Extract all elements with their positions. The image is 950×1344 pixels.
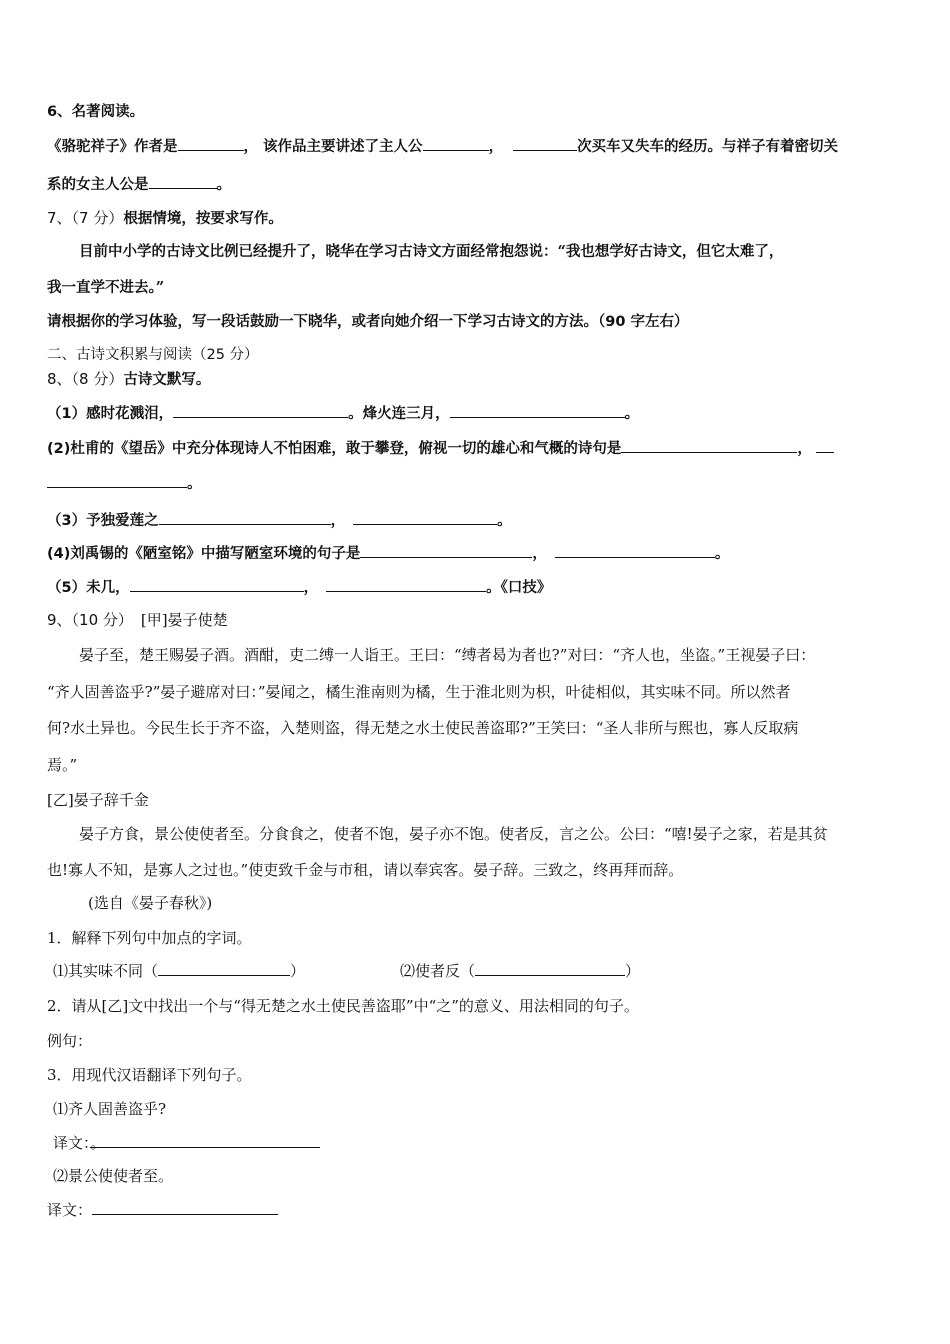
q8-item-5-text-b: ， xyxy=(303,580,319,596)
q6-line1 xyxy=(47,136,838,157)
q6-blank-count[interactable] xyxy=(513,136,577,151)
q8-item-1-text-c: 。 xyxy=(624,406,640,422)
q8-item-1-text-b: 。烽火连三月， xyxy=(348,406,450,422)
section-2-title: 二、古诗文积累与阅读（25 分） xyxy=(47,347,259,363)
q9-translation-2 xyxy=(47,1200,278,1220)
q9-sub3-b: ⑵景公使使者至。 xyxy=(53,1167,174,1185)
q8-item-2-text-a: (2)杜甫的《望岳》中充分体现诗人不怕困难，敢于攀登，俯视一切的雄心和气概的诗句是 xyxy=(47,441,622,457)
q9-sub1-a-blank[interactable] xyxy=(158,961,290,976)
q8-item-4 xyxy=(47,543,729,564)
q9-heading xyxy=(47,610,228,630)
q8-item-3-blank-1[interactable] xyxy=(159,510,331,525)
q8-number: 8、（8 分） xyxy=(47,370,124,388)
q9-sub1-b xyxy=(400,961,640,981)
q8-item-1-blank-1[interactable] xyxy=(173,403,348,418)
q7-paragraph-3: 请根据你的学习体验，写一段话鼓励一下晓华，或者向她介绍一下学习古诗文的方法。（90 字左右） xyxy=(47,314,689,330)
q6-text-b: ， 该作品主要讲述了主人公 xyxy=(243,139,423,155)
q8-item-5 xyxy=(47,577,551,598)
q9-source: (选自《晏子春秋》) xyxy=(88,894,213,912)
q8-item-1-blank-2[interactable] xyxy=(450,403,625,418)
q7-paragraph-1: 目前中小学的古诗文比例已经提升了，晓华在学习古诗文方面经常抱怨说：“我也想学好古诗文，但它太难了， xyxy=(79,243,784,260)
q9-translation-1-label: 译文：。 xyxy=(53,1134,106,1152)
q9-sub1-a-text: ⑴其实味不同（ xyxy=(53,962,159,980)
q9-sub1-a xyxy=(53,961,305,981)
q8-item-2-text-b: ， xyxy=(797,441,812,457)
q9-translation-2-label: 译文： xyxy=(47,1201,93,1219)
q6-text-d: 次买车又失车的经历。与祥子有着密切关 xyxy=(577,139,839,155)
q9-translation-2-blank[interactable] xyxy=(92,1200,278,1215)
q9-sub1-a-close: ） xyxy=(290,962,306,980)
q8-item-3-blank-2[interactable] xyxy=(353,510,497,525)
q9-yi-paragraph-2: 也!寡人不知，是寡人之过也。”使吏致千金与市租，请以奉宾客。晏子辞。三致之，终再拜而辞。 xyxy=(47,861,684,879)
q8-item-2-text-c: 。 xyxy=(187,476,202,492)
q9-sub1-b-blank[interactable] xyxy=(475,961,625,976)
q8-item-4-blank-1[interactable] xyxy=(360,543,532,558)
q8-item-5-text-c: 。《口技》 xyxy=(486,580,552,596)
q9-jia-title: [甲]晏子使楚 xyxy=(140,611,228,629)
q9-jia-paragraph-2: “齐人固善盗乎?”晏子避席对曰：”晏闻之，橘生淮南则为橘，生于淮北则为枳，叶徒相似，其实味不同。所以然者 xyxy=(47,683,791,701)
q8-item-3-text-a: （3）予独爱莲之 xyxy=(47,513,159,529)
q6-text-f: 。 xyxy=(216,177,231,193)
q8-item-3 xyxy=(47,510,512,531)
q8-heading xyxy=(47,369,210,390)
q8-item-3-text-b: ， xyxy=(330,513,346,529)
q9-jia-paragraph-4: 焉。” xyxy=(47,756,78,774)
q6-text-a: 《骆驼祥子》作者是 xyxy=(47,139,178,155)
q9-sub2: 2．请从[乙]文中找出一个与“得无楚之水土使民善盗耶”中“之”的意义、用法相同的句子。 xyxy=(47,997,639,1015)
q6-title: 6、名著阅读。 xyxy=(47,104,145,120)
q9-example-label: 例句： xyxy=(47,1032,93,1050)
q6-blank-protagonist[interactable] xyxy=(423,136,489,151)
q8-item-1 xyxy=(47,403,639,424)
q8-item-5-blank-2[interactable] xyxy=(326,577,486,592)
q9-translation-1 xyxy=(53,1133,320,1153)
q8-item-2-cont xyxy=(47,473,202,494)
q6-blank-author[interactable] xyxy=(178,136,244,151)
q9-jia-paragraph-1: 晏子至，楚王赐晏子酒。酒酣，吏二缚一人诣王。王曰：“缚者曷为者也?”对曰：“齐人也，坐盗。”王视晏子曰： xyxy=(79,646,816,664)
q8-item-2-blank-2a[interactable] xyxy=(816,438,834,453)
q7-number: 7、（7 分） xyxy=(47,209,124,227)
q6-line2 xyxy=(47,174,231,195)
q6-text-e: 系的女主人公是 xyxy=(47,177,149,193)
q8-item-3-text-c: 。 xyxy=(497,513,512,529)
q8-item-2-blank-2b[interactable] xyxy=(47,473,187,488)
q9-jia-paragraph-3: 何?水土异也。今民生长于齐不盗，入楚则盗，得无楚之水土使民善盗耶?”王笑曰：“圣人非所与熙也，寡人反取病 xyxy=(47,719,799,737)
q9-sub1-b-close: ） xyxy=(625,962,641,980)
q9-sub3-a: ⑴齐人固善盗乎? xyxy=(53,1100,167,1118)
q6-blank-heroine[interactable] xyxy=(149,174,217,189)
q9-sub3: 3．用现代汉语翻译下列句子。 xyxy=(47,1066,252,1084)
q8-item-4-blank-2[interactable] xyxy=(555,543,715,558)
q9-sub1-b-text: ⑵使者反（ xyxy=(400,962,476,980)
q8-title: 古诗文默写。 xyxy=(123,372,211,388)
q8-item-1-text-a: （1）感时花溅泪， xyxy=(47,406,174,422)
q8-item-2-blank-1[interactable] xyxy=(621,438,797,453)
q7-heading xyxy=(47,208,283,229)
q6-text-c: ， xyxy=(488,139,504,155)
q8-item-5-blank-1[interactable] xyxy=(130,577,304,592)
q8-item-5-text-a: （5）未几， xyxy=(47,580,130,596)
q9-yi-paragraph-1: 晏子方食，景公使使者至。分食食之，使者不饱，晏子亦不饱。使者反，言之公。公曰：“嘻!晏子之家，若是其贫 xyxy=(79,825,828,843)
q9-translation-1-blank[interactable] xyxy=(90,1133,320,1148)
q9-sub1: 1．解释下列句中加点的字词。 xyxy=(47,929,252,947)
q8-item-4-text-a: (4)刘禹锡的《陋室铭》中描写陋室环境的句子是 xyxy=(47,546,361,562)
q8-item-4-text-b: ， xyxy=(532,546,547,562)
q9-number: 9、（10 分） xyxy=(47,611,133,629)
q7-title: 根据情境，按要求写作。 xyxy=(123,211,283,227)
q9-yi-title: [乙]晏子辞千金 xyxy=(47,791,149,809)
q7-paragraph-2: 我一直学不进去。” xyxy=(47,279,165,296)
q8-item-4-text-c: 。 xyxy=(714,546,730,562)
q8-item-2 xyxy=(47,438,834,459)
